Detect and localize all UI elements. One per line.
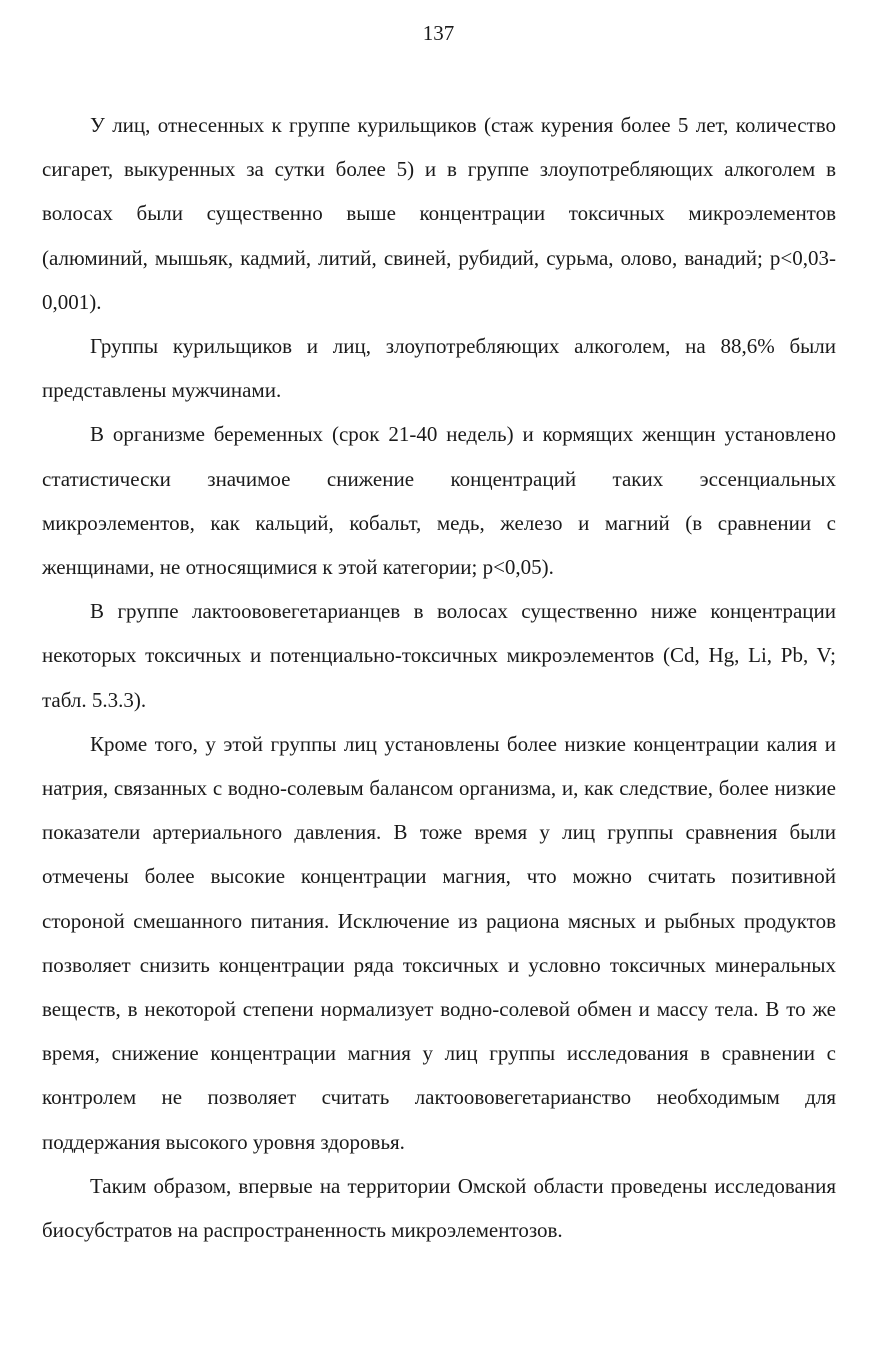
- paragraph-potassium-sodium: Кроме того, у этой группы лиц установлены более низкие концентрации калия и натрия, связанных с водно-солевым балансом организма, и, как следствие, более низкие показатели артериального давления. В тоже время у лиц группы сравнения были отмечены более высокие концентрации магния, что можно считать позитивной стороной смешанного питания. Исключение из рациона мясных и рыбных продуктов позволяет снизить концентрации ряда токсичных и условно токсичных минеральных веществ, в некоторой степени нормализует водно-солевой обмен и массу тела. В то же время, снижение концентрации магния у лиц группы исследования в сравнении с контролем не позволяет считать лактоововегетарианство необходимым для поддержания высокого уровня здоровья.: [42, 731, 836, 1154]
- paragraph-conclusion: Таким образом, впервые на территории Омской области проведены исследования биосубстратов на распространенность микроэлементозов.: [42, 1173, 836, 1243]
- paragraph-vegetarians: В группе лактоововегетарианцев в волосах существенно ниже концентрации некоторых токсичных и потенциально-токсичных микроэлементов (Cd, Hg, Li, Pb, V; табл. 5.3.3).: [42, 599, 836, 712]
- body-text: [42, 103, 836, 1252]
- paragraph-male-share: Группы курильщиков и лиц, злоупотребляющих алкоголем, на 88,6% были представлены мужчинами.: [42, 334, 836, 403]
- paragraph-pregnant-women: В организме беременных (срок 21-40 недель) и кормящих женщин установлено статистически значимое снижение концентраций таких эссенциальных микроэлементов, как кальций, кобальт, медь, железо и магний (в сравнении с женщинами, не относящимися к этой категории; p<0,05).: [42, 422, 836, 580]
- page-number: 137: [422, 21, 455, 45]
- paragraph-smokers-alcohol: У лиц, отнесенных к группе курильщиков (стаж курения более 5 лет, количество сигарет, выкуренных за сутки более 5) и в группе злоупотребляющих алкоголем в волосах были существенно выше концентрации токсичных микроэлементов (алюминий, мышьяк, кадмий, литий, свиней, рубидий, сурьма, олово, ванадий; p<0,03-0,001).: [42, 113, 836, 314]
